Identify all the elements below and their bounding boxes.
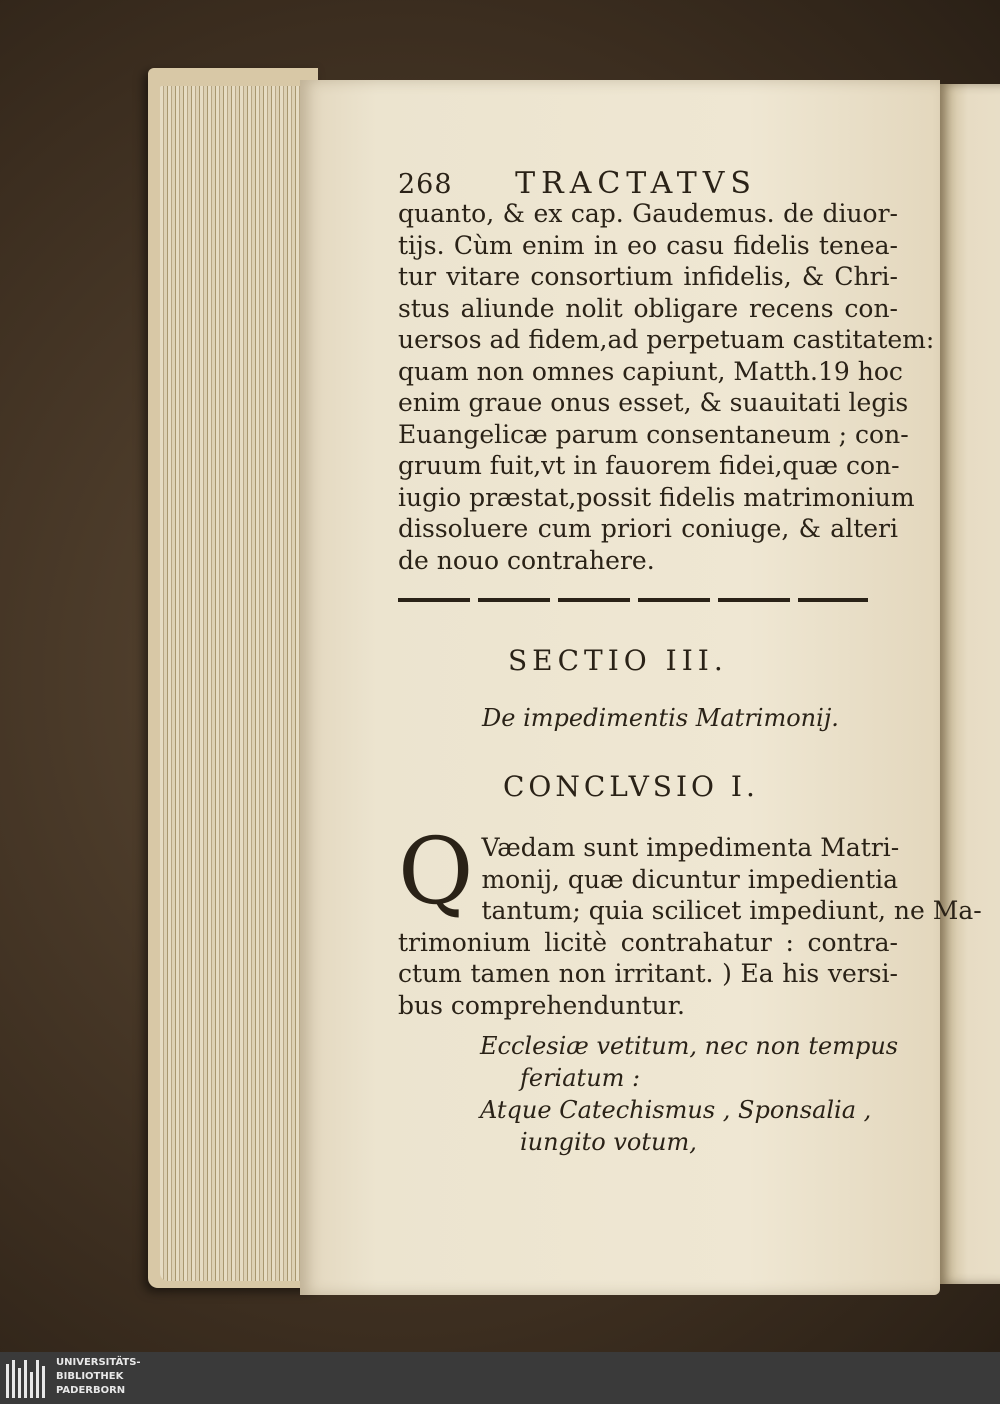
section-divider (398, 598, 868, 602)
text-line: monij, quæ dicuntur impedientia (481, 864, 899, 894)
text-line: uersos ad fidem,ad perpetuam castitatem: (398, 325, 935, 354)
text-line: gruum fuit,vt in fauorem fidei,quæ con- (398, 451, 900, 480)
text-line: tur vitare consortium infidelis, & Chri- (398, 262, 898, 291)
conclusio-title: CONCLVSIO I. (503, 770, 759, 803)
text-line: dissoluere cum priori coniuge, & alteri (398, 514, 898, 543)
page-edges (160, 86, 310, 1281)
text-line: quanto, & ex cap. Gaudemus. de diuor- (398, 199, 898, 228)
library-name (56, 1356, 141, 1398)
running-title: TRACTATVS (515, 166, 757, 201)
section-title: SECTIO III. (508, 644, 728, 677)
text-line: tijs. Cùm enim in eo casu fidelis tenea- (398, 230, 898, 260)
running-head (398, 166, 757, 201)
facing-page (940, 84, 1000, 1284)
text-line: tantum; quia scilicet impediunt, ne Ma- (481, 896, 982, 925)
text-line: iugio præstat,possit fidelis matrimonium (398, 482, 915, 512)
verse-line: Atque Catechismus , Sponsalia , (480, 1096, 872, 1124)
conclusio-paragraph (398, 818, 982, 1021)
text-line: Vædam sunt impedimenta Matri- (481, 833, 900, 862)
text-line: trimonium licitè contrahatur : contra- (398, 927, 898, 957)
text-line: bus comprehenduntur. (398, 990, 685, 1020)
verse-line: Ecclesiæ vetitum, nec non tempus (480, 1032, 899, 1060)
text-line: enim graue onus esset, & suauitati legis (398, 388, 909, 417)
text-line: de nouo contrahere. (398, 545, 655, 575)
text-line: quam non omnes capiunt, Matth.19 hoc (398, 356, 903, 386)
opening-text (398, 198, 935, 576)
verse-line: iungito votum, (520, 1128, 697, 1156)
text-line: ctum tamen non irritant. ) Ea his versi- (398, 959, 898, 988)
library-footer (0, 1352, 1000, 1404)
text-line: stus aliunde nolit obligare recens con- (398, 293, 898, 323)
library-logo-icon (6, 1358, 50, 1398)
verse-block (398, 1030, 898, 1158)
library-name-line: BIBLIOTHEK (56, 1371, 124, 1382)
text-line: Euangelicæ parum consentaneum ; con- (398, 419, 909, 449)
verse-line: feriatum : (520, 1064, 641, 1092)
library-name-line: UNIVERSITÄTS- (56, 1357, 141, 1368)
section-subtitle: De impedimentis Matrimonij. (482, 704, 839, 732)
library-name-line: PADERBORN (56, 1385, 126, 1396)
drop-cap: Q (398, 818, 474, 925)
page-number: 268 (398, 169, 453, 200)
